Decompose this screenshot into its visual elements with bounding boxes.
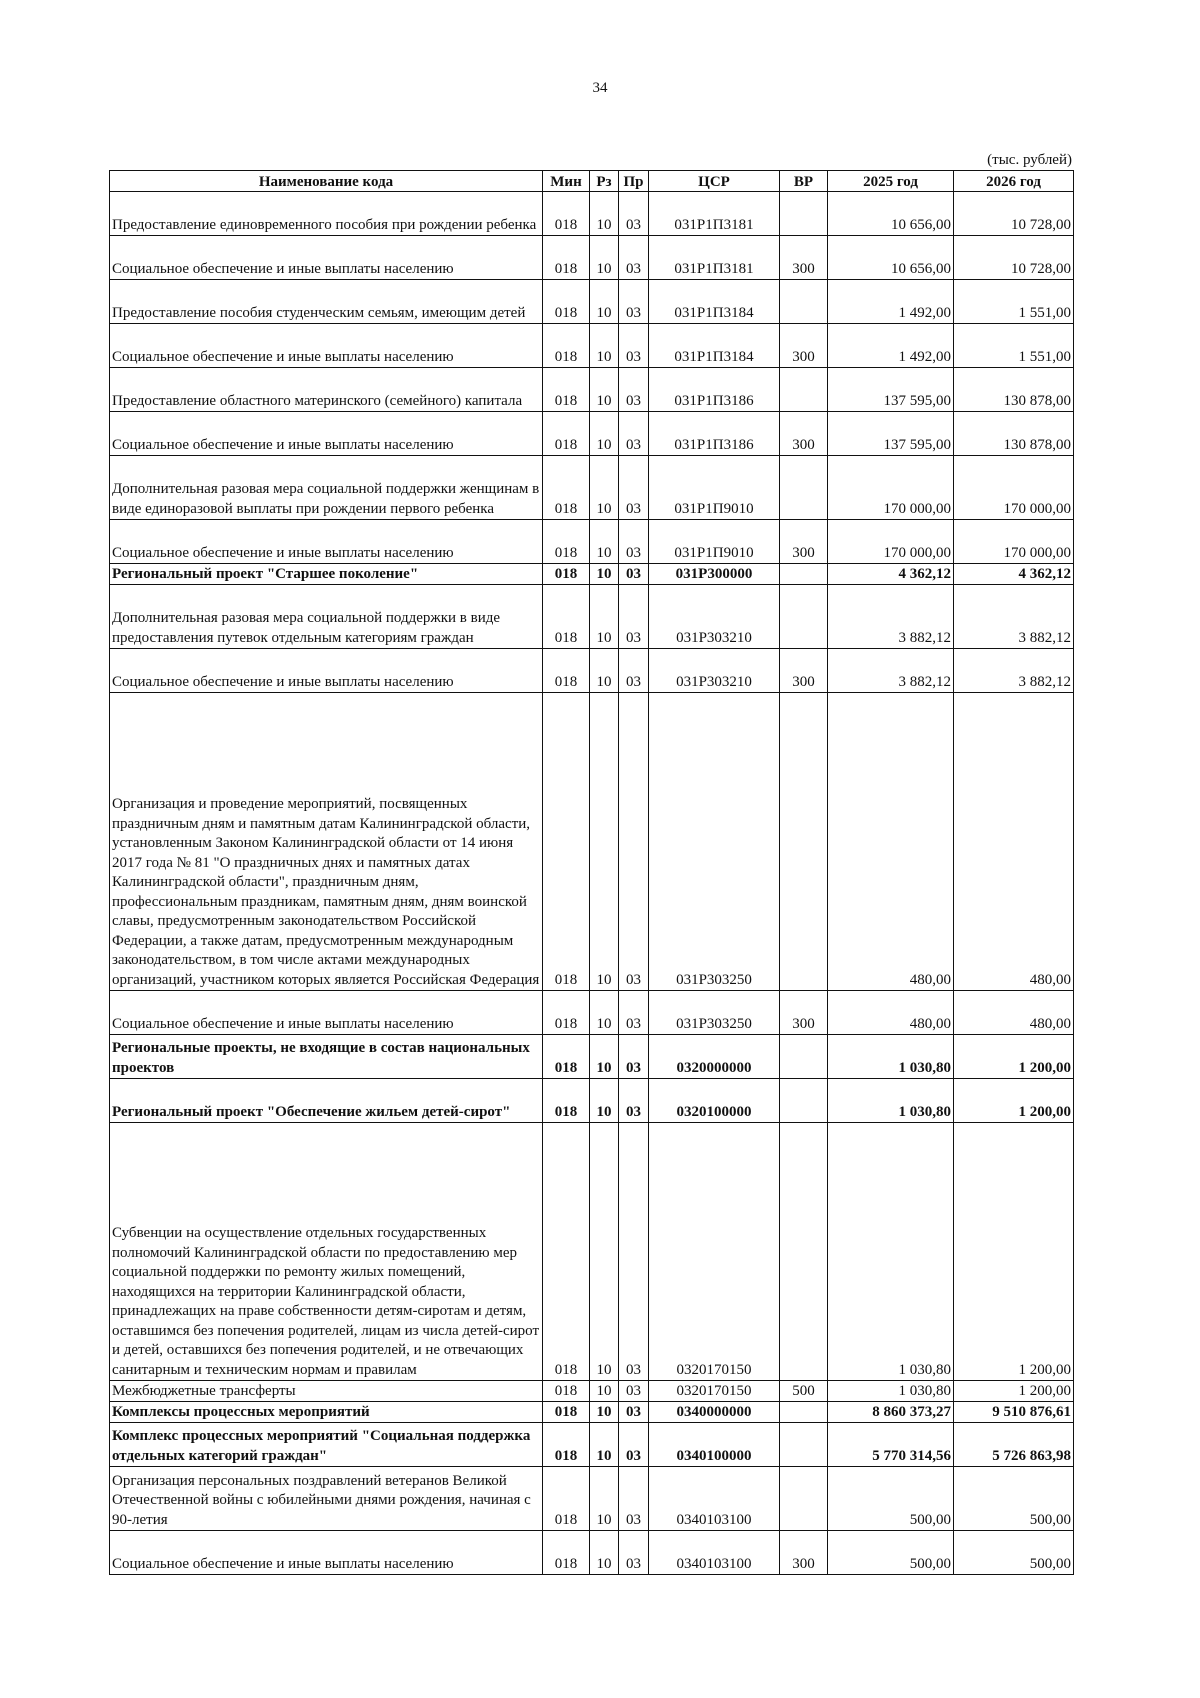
table-cell-pr: 03 [619,324,649,368]
table-cell-pr: 03 [619,368,649,412]
table-cell-2025: 4 362,12 [828,564,954,585]
table-cell-csr: 0320000000 [649,1035,780,1079]
table-cell-vr: 300 [780,1531,828,1575]
table-cell-vr [780,1123,828,1381]
table-cell-name: Предоставление пособия студенческим семьям, имеющим детей [110,280,543,324]
header-2025: 2025 год [828,171,954,192]
table-cell-csr: 031Р1П3186 [649,368,780,412]
table-cell-csr: 0340100000 [649,1423,780,1467]
table-cell-min: 018 [543,520,590,564]
table-cell-2025: 3 882,12 [828,649,954,693]
table-cell-vr [780,368,828,412]
table-cell-rz: 10 [590,236,619,280]
table-cell-2026: 4 362,12 [954,564,1074,585]
table-cell-vr [780,1467,828,1531]
table-cell-pr: 03 [619,1423,649,1467]
table-cell-pr: 03 [619,1079,649,1123]
table-cell-2026: 1 200,00 [954,1123,1074,1381]
table-cell-name: Организация персональных поздравлений ветеранов Великой Отечественной войны с юбилейными днями рождения, начиная с 90-летия [110,1467,543,1531]
table-cell-vr [780,1423,828,1467]
table-cell-min: 018 [543,192,590,236]
table-cell-name: Социальное обеспечение и иные выплаты населению [110,991,543,1035]
table-row [110,1402,1074,1423]
table-cell-name: Субвенции на осуществление отдельных государственных полномочий Калининградской области по предоставлению мер социальной поддержки по ремонту жилых помещений, находящихся на территории Калининградской области, принадлежащих на праве собственности детям-сиротам и детям, оставшимся без попечения родителей, лицам из числа детей-сирот и детей, оставшихся без попечения родителей, и не отвечающих санитарным и техническим нормам и правилам [110,1123,543,1381]
table-row [110,1423,1074,1467]
table-cell-2025: 480,00 [828,693,954,991]
table-cell-2026: 3 882,12 [954,649,1074,693]
table-cell-min: 018 [543,1467,590,1531]
table-cell-pr: 03 [619,693,649,991]
table-cell-2025: 137 595,00 [828,412,954,456]
table-cell-pr: 03 [619,1402,649,1423]
table-cell-2026: 10 728,00 [954,192,1074,236]
table-cell-2025: 170 000,00 [828,520,954,564]
table-cell-csr: 0320170150 [649,1123,780,1381]
table-cell-csr: 031Р303250 [649,991,780,1035]
table-cell-rz: 10 [590,1467,619,1531]
table-cell-csr: 0340103100 [649,1531,780,1575]
table-header-row [110,171,1074,192]
table-cell-csr: 031Р1П3184 [649,280,780,324]
table-cell-name: Региональный проект "Обеспечение жильем детей-сирот" [110,1079,543,1123]
table-cell-rz: 10 [590,1402,619,1423]
table-cell-2026: 500,00 [954,1467,1074,1531]
table-cell-rz: 10 [590,693,619,991]
table-cell-csr: 0320170150 [649,1381,780,1402]
page-number: 34 [592,80,608,96]
table-cell-min: 018 [543,236,590,280]
table-row [110,368,1074,412]
table-cell-min: 018 [543,280,590,324]
table-cell-2026: 130 878,00 [954,412,1074,456]
table-cell-2025: 137 595,00 [828,368,954,412]
table-cell-2026: 500,00 [954,1531,1074,1575]
table-cell-2025: 5 770 314,56 [828,1423,954,1467]
table-cell-min: 018 [543,1402,590,1423]
table-cell-2025: 10 656,00 [828,192,954,236]
table-cell-2025: 1 030,80 [828,1035,954,1079]
table-cell-csr: 031Р1П3181 [649,236,780,280]
table-row [110,1531,1074,1575]
table-row [110,1035,1074,1079]
table-cell-min: 018 [543,649,590,693]
table-cell-rz: 10 [590,456,619,520]
table-cell-vr [780,1035,828,1079]
header-min: Мин [543,171,590,192]
table-cell-vr: 300 [780,649,828,693]
table-cell-vr [780,693,828,991]
table-cell-name: Организация и проведение мероприятий, посвященных праздничным дням и памятным датам Калининградской области, установленным Законом Калининградской области от 14 июня 2017 года № 81 "О праздничных днях и памятных датах Калининградской области", праздничным дням, профессиональным праздникам, памятным дням, дням воинской славы, предусмотренным законодательством Российской Федерации, а также датам, предусмотренным международным законодательством, в том числе актами международных организаций, участником которых является Российская Федерация [110,693,543,991]
table-cell-csr: 0320100000 [649,1079,780,1123]
table-cell-name: Социальное обеспечение и иные выплаты населению [110,1531,543,1575]
table-cell-rz: 10 [590,412,619,456]
table-cell-rz: 10 [590,324,619,368]
table-cell-vr [780,564,828,585]
table-cell-2025: 1 030,80 [828,1381,954,1402]
table-cell-rz: 10 [590,520,619,564]
table-cell-name: Социальное обеспечение и иные выплаты населению [110,324,543,368]
table-cell-csr: 031Р303210 [649,585,780,649]
table-cell-2026: 480,00 [954,693,1074,991]
table-cell-2025: 480,00 [828,991,954,1035]
table-cell-csr: 031Р1П9010 [649,520,780,564]
table-cell-min: 018 [543,693,590,991]
table-cell-pr: 03 [619,649,649,693]
table-cell-pr: 03 [619,1381,649,1402]
table-cell-2025: 10 656,00 [828,236,954,280]
table-cell-2025: 1 492,00 [828,280,954,324]
table-cell-rz: 10 [590,585,619,649]
table-cell-name: Социальное обеспечение и иные выплаты населению [110,236,543,280]
table-cell-min: 018 [543,564,590,585]
table-cell-name: Социальное обеспечение и иные выплаты населению [110,520,543,564]
table-cell-pr: 03 [619,236,649,280]
table-row [110,520,1074,564]
table-row [110,564,1074,585]
table-cell-vr: 300 [780,412,828,456]
table-cell-2025: 170 000,00 [828,456,954,520]
header-vr: ВР [780,171,828,192]
table-cell-pr: 03 [619,1531,649,1575]
table-cell-rz: 10 [590,649,619,693]
table-cell-csr: 031Р303250 [649,693,780,991]
table-cell-min: 018 [543,1381,590,1402]
table-cell-vr: 300 [780,324,828,368]
table-cell-name: Региональные проекты, не входящие в состав национальных проектов [110,1035,543,1079]
table-cell-vr [780,280,828,324]
table-row [110,585,1074,649]
table-cell-csr: 031Р1П3181 [649,192,780,236]
table-cell-csr: 0340000000 [649,1402,780,1423]
table-cell-min: 018 [543,585,590,649]
table-cell-2025: 1 492,00 [828,324,954,368]
table-cell-2026: 9 510 876,61 [954,1402,1074,1423]
table-cell-pr: 03 [619,1035,649,1079]
unit-note: (тыс. рублей) [987,152,1072,168]
table-cell-name: Региональный проект "Старшее поколение" [110,564,543,585]
table-row [110,1381,1074,1402]
header-name: Наименование кода [110,171,543,192]
table-cell-rz: 10 [590,564,619,585]
budget-table [109,170,1074,1575]
header-2026: 2026 год [954,171,1074,192]
table-cell-rz: 10 [590,1123,619,1381]
table-cell-vr: 300 [780,520,828,564]
table-row [110,1079,1074,1123]
table-cell-min: 018 [543,1079,590,1123]
table-cell-pr: 03 [619,564,649,585]
table-cell-rz: 10 [590,192,619,236]
table-cell-2025: 8 860 373,27 [828,1402,954,1423]
table-cell-min: 018 [543,412,590,456]
table-cell-pr: 03 [619,991,649,1035]
table-cell-min: 018 [543,1123,590,1381]
table-row [110,456,1074,520]
table-row [110,192,1074,236]
table-row [110,280,1074,324]
table-cell-rz: 10 [590,1079,619,1123]
table-cell-2026: 1 200,00 [954,1381,1074,1402]
table-cell-pr: 03 [619,192,649,236]
table-cell-vr: 500 [780,1381,828,1402]
table-cell-rz: 10 [590,368,619,412]
table-cell-vr: 300 [780,991,828,1035]
table-cell-rz: 10 [590,991,619,1035]
header-csr: ЦСР [649,171,780,192]
table-cell-2026: 170 000,00 [954,520,1074,564]
table-cell-vr [780,456,828,520]
table-cell-rz: 10 [590,280,619,324]
table-row [110,236,1074,280]
table-cell-vr [780,585,828,649]
table-cell-2026: 480,00 [954,991,1074,1035]
table-cell-name: Предоставление единовременного пособия при рождении ребенка [110,192,543,236]
table-cell-pr: 03 [619,585,649,649]
table-cell-pr: 03 [619,456,649,520]
table-cell-2026: 1 200,00 [954,1035,1074,1079]
header-rz: Рз [590,171,619,192]
table-cell-min: 018 [543,1035,590,1079]
table-cell-name: Социальное обеспечение и иные выплаты населению [110,649,543,693]
table-cell-name: Дополнительная разовая мера социальной поддержки женщинам в виде единоразовой выплаты при рождении первого ребенка [110,456,543,520]
table-row [110,324,1074,368]
table-cell-name: Предоставление областного материнского (семейного) капитала [110,368,543,412]
table-cell-vr [780,1079,828,1123]
table-cell-csr: 031Р1П3184 [649,324,780,368]
table-cell-rz: 10 [590,1531,619,1575]
table-row [110,1123,1074,1381]
table-cell-pr: 03 [619,280,649,324]
table-cell-2026: 1 200,00 [954,1079,1074,1123]
table-cell-pr: 03 [619,520,649,564]
table-cell-vr [780,1402,828,1423]
table-cell-2026: 130 878,00 [954,368,1074,412]
table-cell-2025: 1 030,80 [828,1079,954,1123]
table-cell-2026: 1 551,00 [954,324,1074,368]
table-cell-2025: 500,00 [828,1531,954,1575]
table-cell-name: Социальное обеспечение и иные выплаты населению [110,412,543,456]
table-cell-name: Дополнительная разовая мера социальной поддержки в виде предоставления путевок отдельным категориям граждан [110,585,543,649]
table-cell-rz: 10 [590,1423,619,1467]
table-cell-csr: 031Р1П3186 [649,412,780,456]
table-cell-csr: 031Р1П9010 [649,456,780,520]
table-row [110,412,1074,456]
table-cell-pr: 03 [619,1467,649,1531]
table-cell-vr: 300 [780,236,828,280]
table-cell-csr: 031Р303210 [649,649,780,693]
table-cell-rz: 10 [590,1381,619,1402]
table-cell-2026: 3 882,12 [954,585,1074,649]
table-cell-min: 018 [543,456,590,520]
table-cell-pr: 03 [619,412,649,456]
table-row [110,1467,1074,1531]
table-row [110,649,1074,693]
table-cell-min: 018 [543,991,590,1035]
table-cell-pr: 03 [619,1123,649,1381]
table-cell-min: 018 [543,368,590,412]
table-cell-2025: 3 882,12 [828,585,954,649]
table-cell-2026: 1 551,00 [954,280,1074,324]
table-cell-2025: 1 030,80 [828,1123,954,1381]
table-cell-name: Комплексы процессных мероприятий [110,1402,543,1423]
table-row [110,693,1074,991]
table-cell-csr: 0340103100 [649,1467,780,1531]
table-cell-2026: 5 726 863,98 [954,1423,1074,1467]
table-cell-name: Комплекс процессных мероприятий "Социальная поддержка отдельных категорий граждан" [110,1423,543,1467]
table-cell-min: 018 [543,1531,590,1575]
table-cell-2026: 10 728,00 [954,236,1074,280]
header-pr: Пр [619,171,649,192]
table-cell-rz: 10 [590,1035,619,1079]
table-row [110,991,1074,1035]
table-cell-2026: 170 000,00 [954,456,1074,520]
table-cell-min: 018 [543,324,590,368]
table-cell-2025: 500,00 [828,1467,954,1531]
table-cell-vr [780,192,828,236]
table-cell-name: Межбюджетные трансферты [110,1381,543,1402]
table-cell-csr: 031Р300000 [649,564,780,585]
table-cell-min: 018 [543,1423,590,1467]
